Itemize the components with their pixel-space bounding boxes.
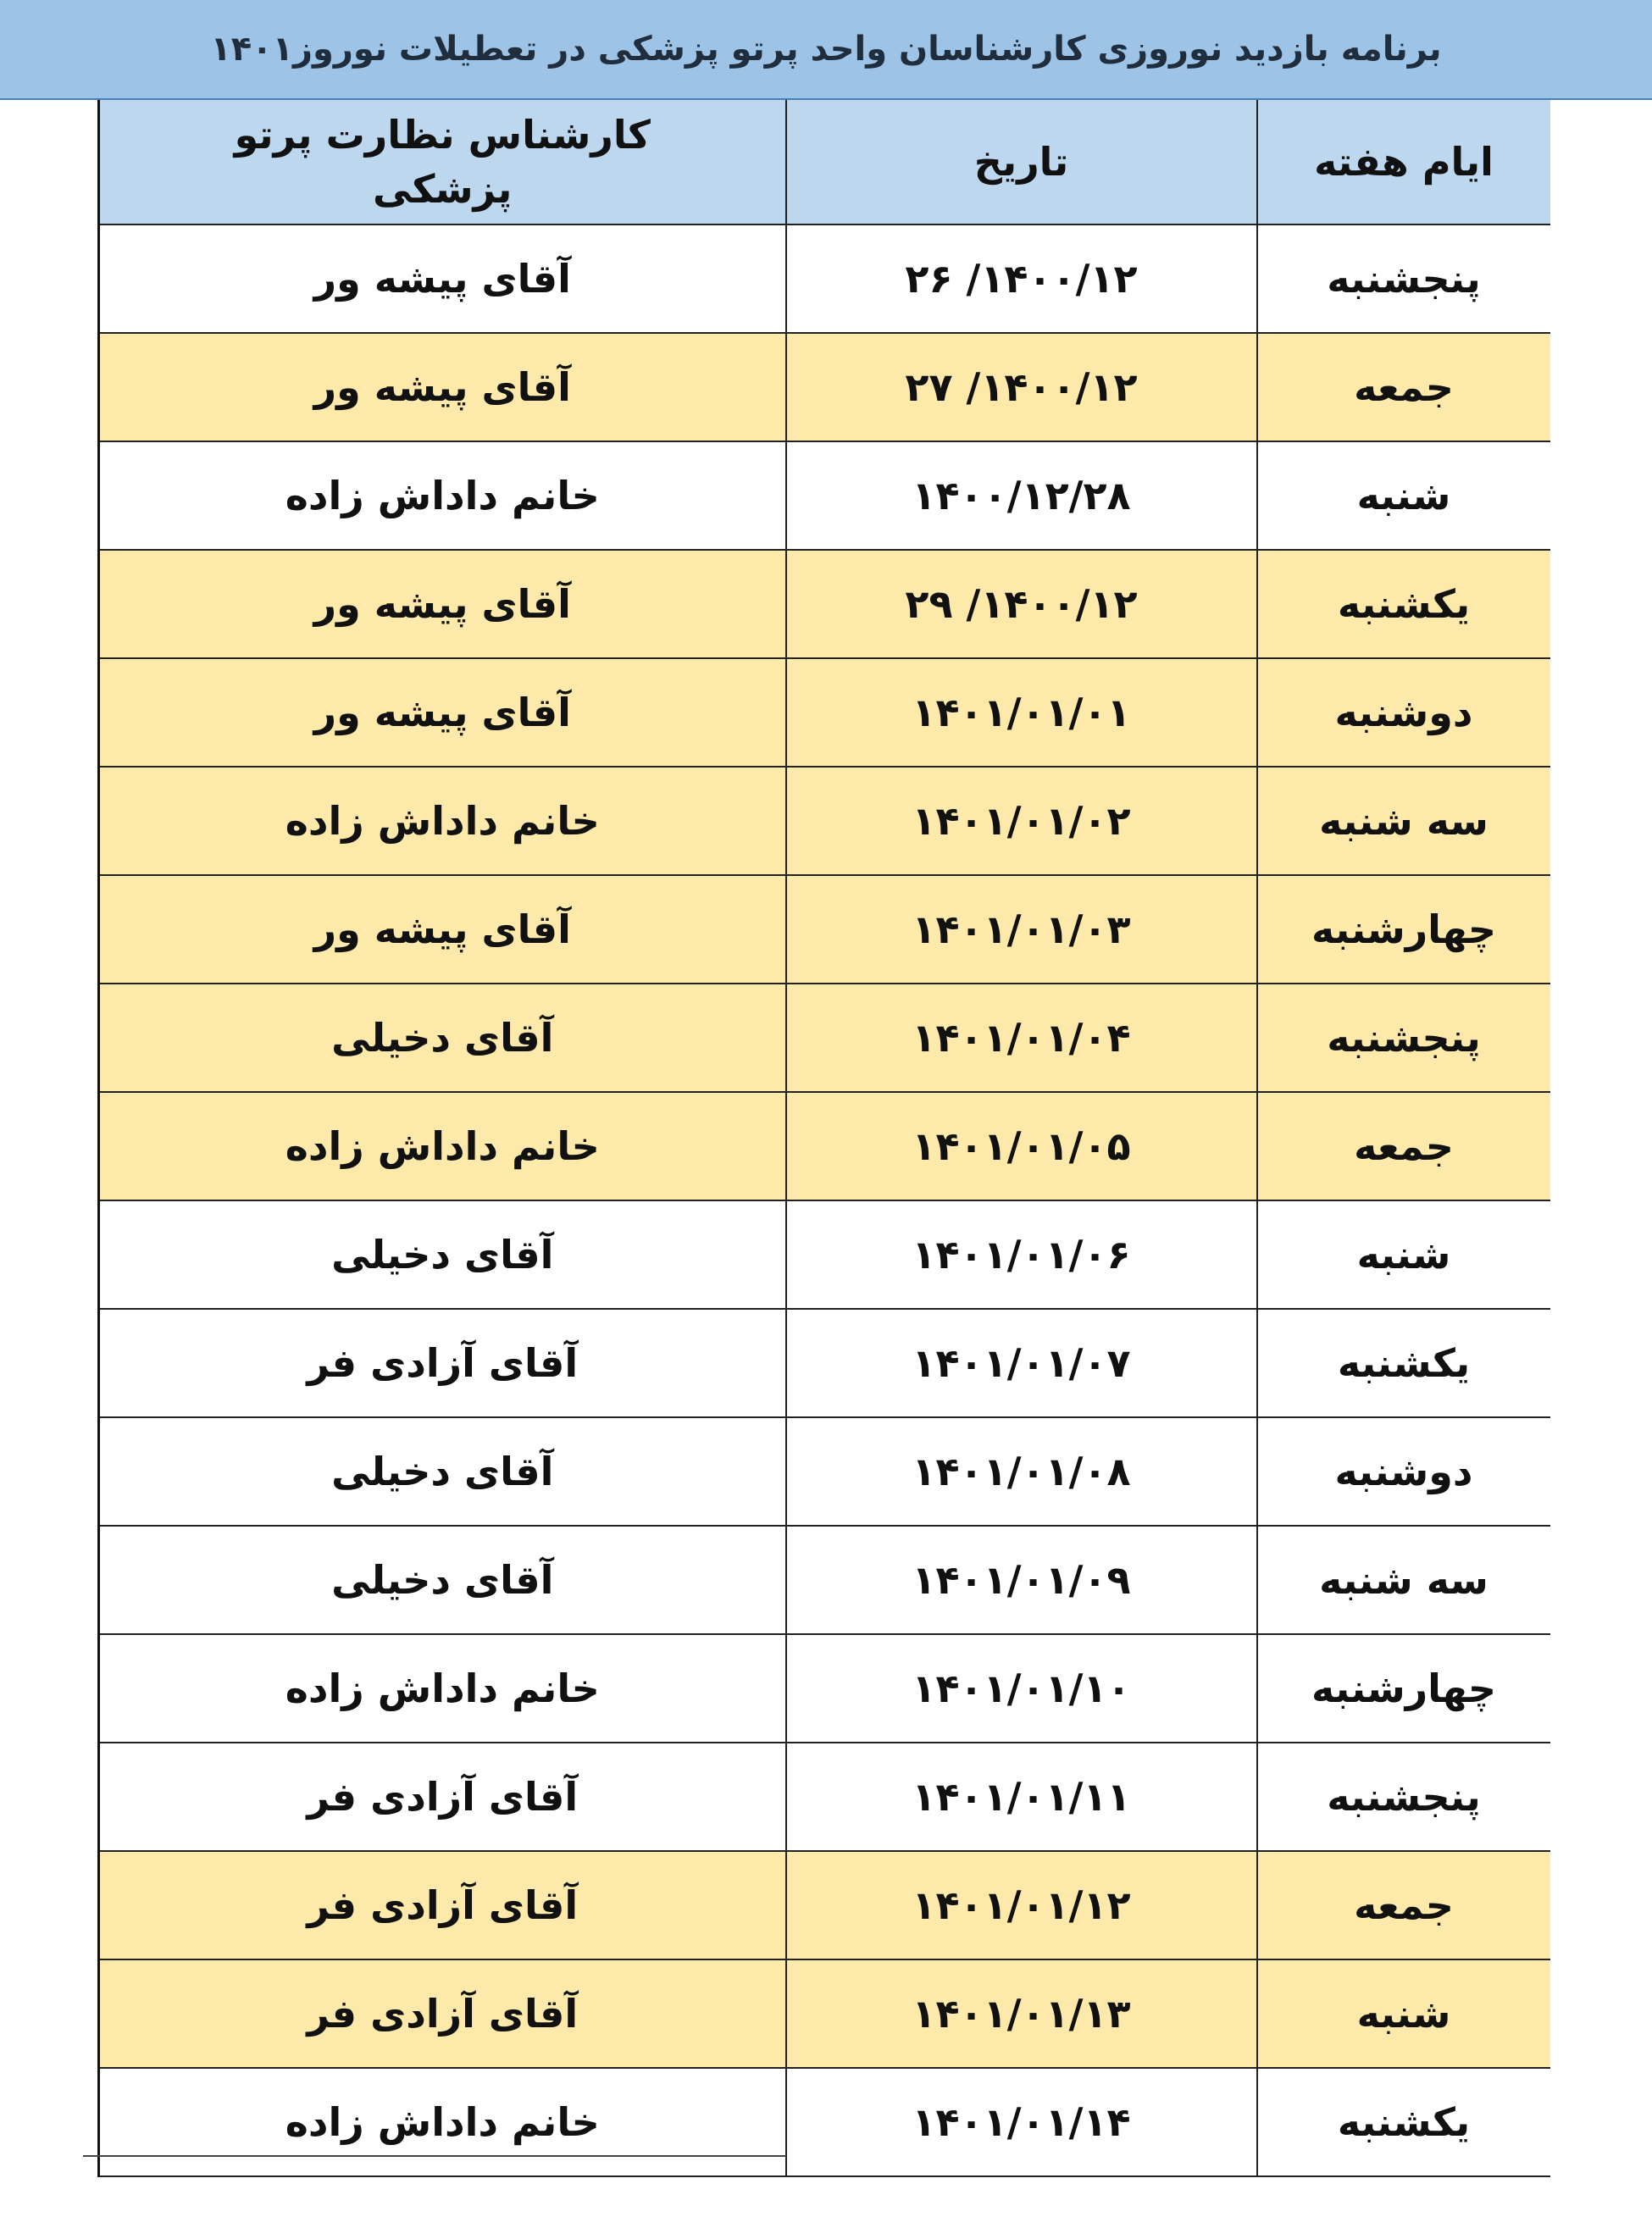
table-row <box>99 1092 1550 1200</box>
bottom-divider <box>83 2155 786 2157</box>
cell-expert: خانم داداش زاده <box>99 1092 786 1200</box>
table-row <box>99 224 1550 333</box>
cell-expert: آقای آزادی فر <box>99 1851 786 1959</box>
cell-date: ۱۴۰۱/۰۱/۰۴ <box>786 984 1257 1092</box>
cell-expert: آقای آزادی فر <box>99 1743 786 1851</box>
cell-date: ۱۴۰۱/۰۱/۱۳ <box>786 1959 1257 2068</box>
page-title: برنامه بازدید نوروزی کارشناسان واحد پرتو پزشکی در تعطیلات نوروز۱۴۰۱ <box>210 30 1442 69</box>
cell-day: یکشنبه <box>1257 550 1550 658</box>
title-bar <box>0 0 1652 100</box>
cell-day: یکشنبه <box>1257 2068 1550 2176</box>
table-row <box>99 333 1550 441</box>
table-row <box>99 1959 1550 2068</box>
table-row <box>99 441 1550 550</box>
table-row <box>99 1634 1550 1743</box>
cell-date: ۱۴۰۰/۱۲/ ۲۶ <box>786 224 1257 333</box>
cell-day: سه شنبه <box>1257 1526 1550 1634</box>
cell-day: جمعه <box>1257 1851 1550 1959</box>
table-row <box>99 984 1550 1092</box>
cell-day: پنجشنبه <box>1257 984 1550 1092</box>
table-row <box>99 875 1550 984</box>
cell-expert: آقای دخیلی <box>99 1417 786 1526</box>
cell-expert: آقای دخیلی <box>99 1526 786 1634</box>
table-row <box>99 658 1550 767</box>
table-row <box>99 550 1550 658</box>
cell-date: ۱۴۰۱/۰۱/۱۴ <box>786 2068 1257 2176</box>
cell-day: جمعه <box>1257 333 1550 441</box>
cell-expert: خانم داداش زاده <box>99 2068 786 2176</box>
table-row <box>99 1743 1550 1851</box>
cell-date: ۱۴۰۱/۰۱/۰۸ <box>786 1417 1257 1526</box>
cell-expert: آقای پیشه ور <box>99 658 786 767</box>
cell-day: پنجشنبه <box>1257 1743 1550 1851</box>
cell-day: یکشنبه <box>1257 1309 1550 1417</box>
header-day: ایام هفته <box>1257 100 1550 224</box>
header-date: تاریخ <box>786 100 1257 224</box>
header-row <box>99 100 1550 224</box>
table-row <box>99 1526 1550 1634</box>
cell-day: دوشنبه <box>1257 1417 1550 1526</box>
cell-day: شنبه <box>1257 1200 1550 1309</box>
cell-date: ۱۴۰۰/۱۲/ ۲۹ <box>786 550 1257 658</box>
cell-expert: خانم داداش زاده <box>99 1634 786 1743</box>
cell-day: سه شنبه <box>1257 767 1550 875</box>
cell-date: ۱۴۰۱/۰۱/۰۱ <box>786 658 1257 767</box>
cell-expert: آقای پیشه ور <box>99 224 786 333</box>
cell-day: جمعه <box>1257 1092 1550 1200</box>
cell-day: شنبه <box>1257 441 1550 550</box>
schedule-table <box>97 100 1550 2177</box>
table-row <box>99 767 1550 875</box>
table-row <box>99 1309 1550 1417</box>
cell-expert: آقای دخیلی <box>99 984 786 1092</box>
cell-expert: خانم داداش زاده <box>99 441 786 550</box>
header-expert-label: کارشناس نظارت پرتو پزشکی <box>234 112 651 212</box>
cell-date: ۱۴۰۱/۰۱/۰۶ <box>786 1200 1257 1309</box>
cell-expert: آقای دخیلی <box>99 1200 786 1309</box>
table-row <box>99 1200 1550 1309</box>
cell-expert: آقای آزادی فر <box>99 1309 786 1417</box>
cell-date: ۱۴۰۰/۱۲/۲۸ <box>786 441 1257 550</box>
table-row <box>99 2068 1550 2176</box>
cell-date: ۱۴۰۱/۰۱/۰۹ <box>786 1526 1257 1634</box>
cell-date: ۱۴۰۱/۰۱/۰۵ <box>786 1092 1257 1200</box>
cell-expert: آقای پیشه ور <box>99 875 786 984</box>
cell-date: ۱۴۰۱/۰۱/۰۲ <box>786 767 1257 875</box>
cell-expert: آقای آزادی فر <box>99 1959 786 2068</box>
cell-day: پنجشنبه <box>1257 224 1550 333</box>
cell-date: ۱۴۰۱/۰۱/۰۷ <box>786 1309 1257 1417</box>
cell-day: چهارشنبه <box>1257 1634 1550 1743</box>
cell-date: ۱۴۰۱/۰۱/۱۲ <box>786 1851 1257 1959</box>
cell-expert: آقای پیشه ور <box>99 550 786 658</box>
header-expert <box>99 100 786 224</box>
cell-day: چهارشنبه <box>1257 875 1550 984</box>
cell-date: ۱۴۰۰/۱۲/ ۲۷ <box>786 333 1257 441</box>
table-row <box>99 1417 1550 1526</box>
table-row <box>99 1851 1550 1959</box>
cell-day: دوشنبه <box>1257 658 1550 767</box>
cell-date: ۱۴۰۱/۰۱/۱۰ <box>786 1634 1257 1743</box>
cell-date: ۱۴۰۱/۰۱/۰۳ <box>786 875 1257 984</box>
cell-date: ۱۴۰۱/۰۱/۱۱ <box>786 1743 1257 1851</box>
cell-expert: خانم داداش زاده <box>99 767 786 875</box>
cell-expert: آقای پیشه ور <box>99 333 786 441</box>
cell-day: شنبه <box>1257 1959 1550 2068</box>
